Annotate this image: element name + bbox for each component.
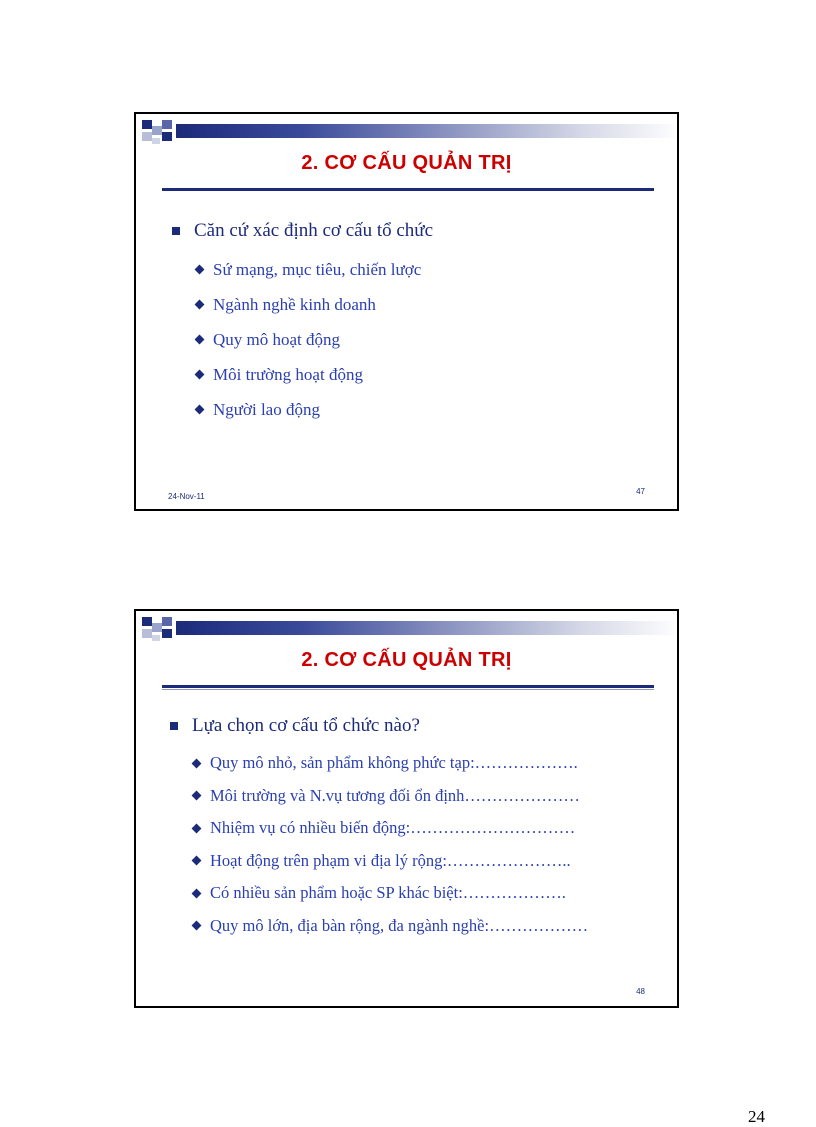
main-bullet-text: Lựa chọn cơ cấu tổ chức nào? <box>192 715 420 736</box>
sub-bullet <box>194 357 421 392</box>
diamond-bullet-icon <box>195 335 205 345</box>
sub-bullet <box>194 322 421 357</box>
sub-bullet-text: Quy mô nhỏ, sản phẩm không phức tạp:………………. <box>210 753 578 773</box>
sub-bullet-text: Hoạt động trên phạm vi địa lý rộng:………………….. <box>210 850 571 870</box>
sub-bullet <box>191 845 588 878</box>
slide-title: 2. CƠ CẤU QUẢN TRỊ <box>301 152 512 174</box>
sub-bullet-text: Có nhiều sản phẩm hoặc SP khác biệt:………………. <box>210 883 566 903</box>
sub-bullet-text: Quy mô hoạt động <box>213 329 341 349</box>
slide-title: 2. CƠ CẤU QUẢN TRỊ <box>301 649 512 671</box>
sub-bullet-list <box>194 252 421 427</box>
diamond-bullet-icon <box>192 823 202 833</box>
sub-bullet-text: Ngành nghề kinh doanh <box>213 294 376 314</box>
main-bullet <box>172 220 433 242</box>
slide-number: 47 <box>636 487 645 496</box>
sub-bullet-text: Nhiệm vụ có nhiều biến động:………………………… <box>210 818 576 838</box>
title-underline <box>162 685 654 688</box>
diamond-bullet-icon <box>192 791 202 801</box>
sub-bullet-list <box>191 747 588 942</box>
page-number: 24 <box>748 1107 765 1126</box>
sub-bullet-text: Sứ mạng, mục tiêu, chiến lược <box>213 259 422 279</box>
sub-bullet <box>194 252 421 287</box>
sub-bullet <box>191 780 588 813</box>
diamond-bullet-icon <box>192 758 202 768</box>
slide-number: 48 <box>636 987 645 996</box>
title-underline-secondary <box>162 689 654 690</box>
header-gradient-band <box>176 621 679 635</box>
sub-bullet <box>191 910 588 943</box>
sub-bullet-text: Người lao động <box>213 399 320 419</box>
diamond-bullet-icon <box>195 300 205 310</box>
sub-bullet <box>194 392 421 427</box>
header-gradient-band <box>176 124 679 138</box>
title-underline <box>162 188 654 191</box>
square-bullet-icon <box>170 722 178 730</box>
diamond-bullet-icon <box>192 856 202 866</box>
sub-bullet-text: Môi trường hoạt động <box>213 364 363 384</box>
footer-date: 24-Nov-11 <box>168 492 205 501</box>
main-bullet-text: Căn cứ xác định cơ cấu tổ chức <box>194 220 434 241</box>
sub-bullet <box>191 877 588 910</box>
sub-bullet-text: Môi trường và N.vụ tương đối ổn định………………… <box>210 785 580 805</box>
square-bullet-icon <box>172 227 180 235</box>
sub-bullet <box>194 287 421 322</box>
sub-bullet <box>191 812 588 845</box>
main-bullet <box>170 715 420 737</box>
slide-48 <box>134 609 679 1008</box>
diamond-bullet-icon <box>195 265 205 275</box>
diamond-bullet-icon <box>195 370 205 380</box>
diamond-bullet-icon <box>192 888 202 898</box>
diamond-bullet-icon <box>192 921 202 931</box>
sub-bullet <box>191 747 588 780</box>
diamond-bullet-icon <box>195 405 205 415</box>
sub-bullet-text: Quy mô lớn, địa bàn rộng, đa ngành nghề:……………… <box>210 915 589 935</box>
slide-47 <box>134 112 679 511</box>
